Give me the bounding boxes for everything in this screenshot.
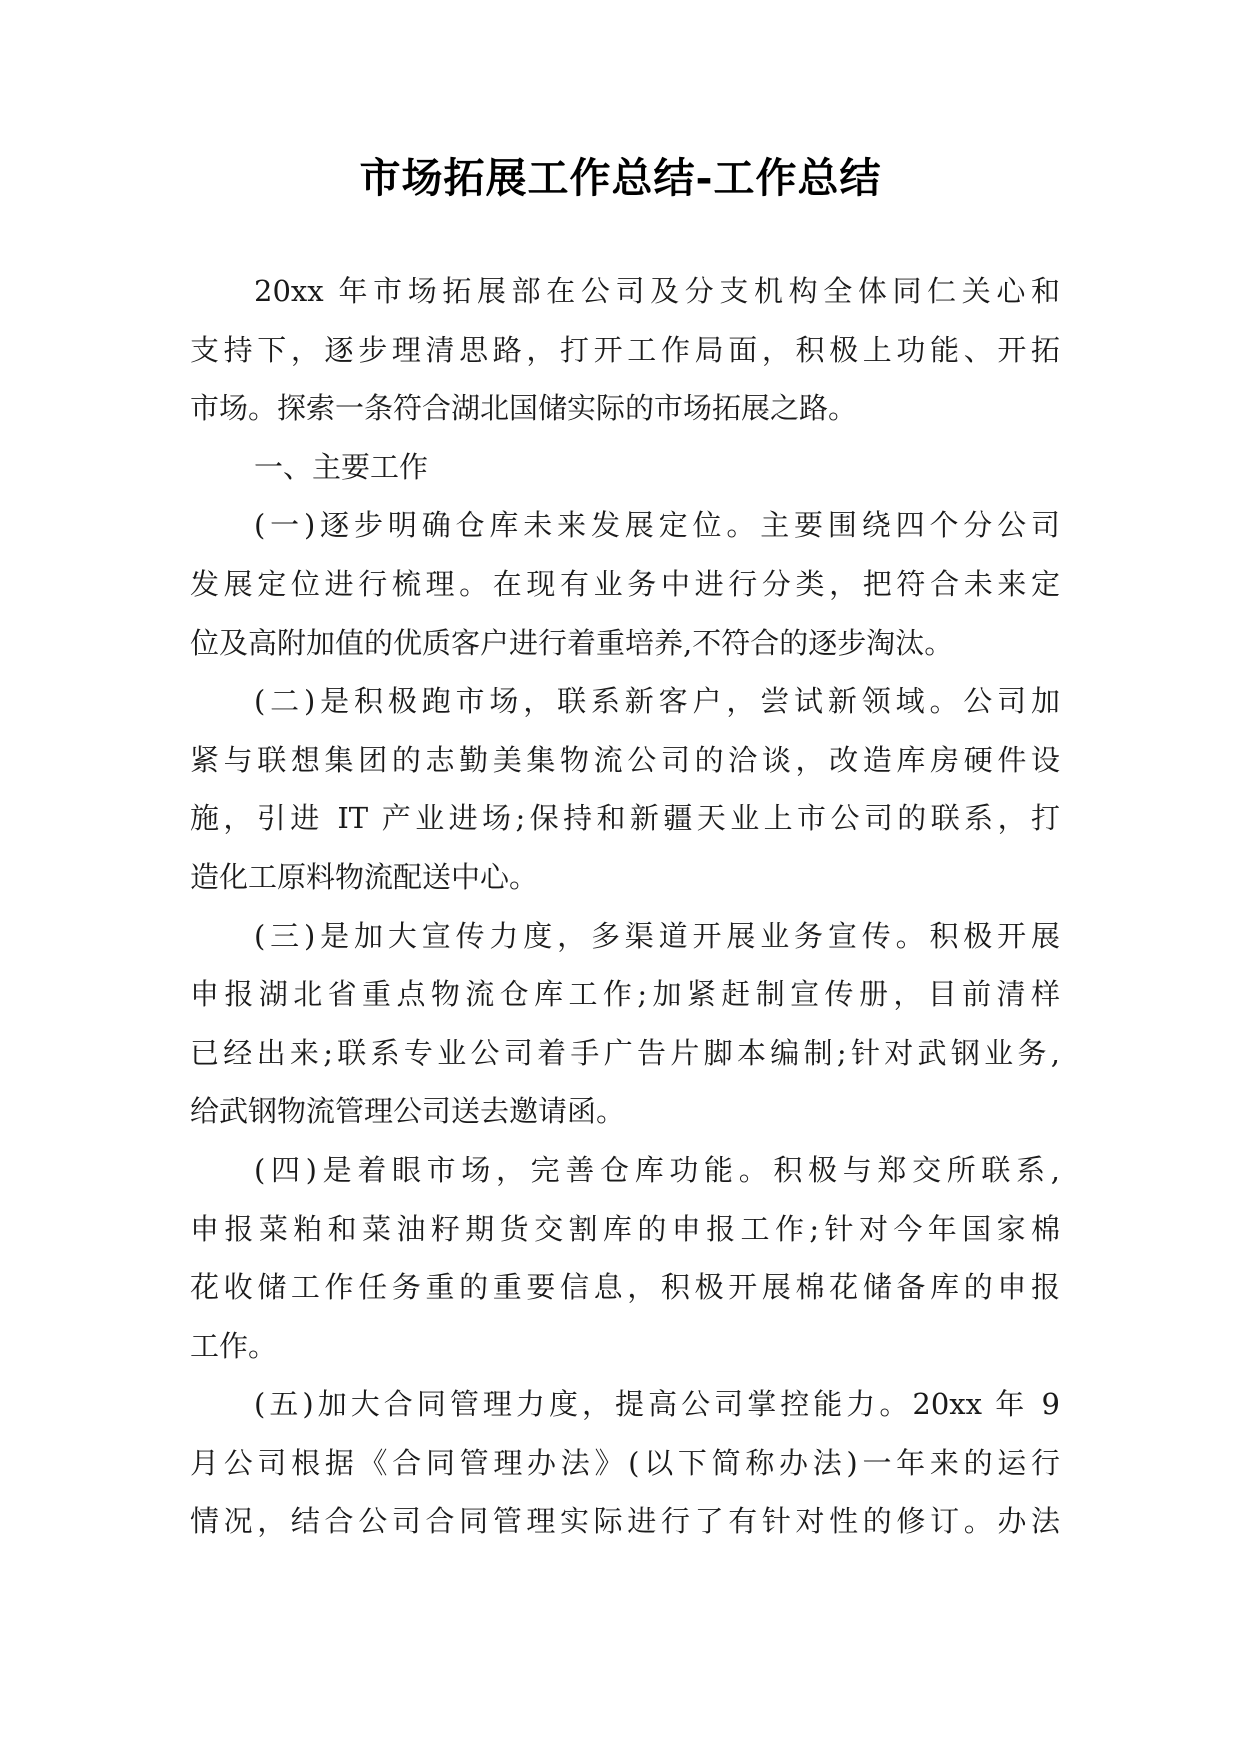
paragraph-first-line: 一、主要工作 xyxy=(254,449,429,484)
paragraph-first-line: 20xx 年市场拓展部在公司及分支机构全体同仁关心和 xyxy=(254,274,1060,308)
paragraph-line: 月公司根据《合同管理办法》(以下简称办法)一年来的运行 xyxy=(190,1445,1060,1480)
paragraph-line: 花收储工作任务重的重要信息，积极开展棉花储备库的申报 xyxy=(190,1270,1060,1305)
paragraph-line: 市场。探索一条符合湖北国储实际的市场拓展之路。 xyxy=(190,391,858,426)
paragraph-first-line: (五)加大合同管理力度，提高公司掌控能力。20xx 年 9 xyxy=(254,1387,1060,1422)
document-title: 市场拓展工作总结-工作总结 xyxy=(359,154,882,202)
paragraph-line: 发展定位进行梳理。在现有业务中进行分类，把符合未来定 xyxy=(190,566,1060,601)
paragraph-first-line: (四)是着眼市场，完善仓库功能。积极与郑交所联系, xyxy=(254,1152,1060,1187)
paragraph-line: 工作。 xyxy=(190,1328,278,1363)
paragraph-first-line: (二)是积极跑市场，联系新客户，尝试新领域。公司加 xyxy=(254,684,1060,719)
paragraph-line: 支持下，逐步理清思路，打开工作局面，积极上功能、开拓 xyxy=(190,332,1060,367)
paragraph-line: 情况，结合公司合同管理实际进行了有针对性的修订。办法 xyxy=(190,1504,1060,1539)
paragraph-first-line: (一)逐步明确仓库未来发展定位。主要围绕四个分公司 xyxy=(254,508,1060,543)
document-body xyxy=(190,262,1060,1551)
paragraph-line: 申报湖北省重点物流仓库工作;加紧赶制宣传册，目前清样 xyxy=(190,977,1060,1012)
paragraph-line: 施，引进 IT 产业进场;保持和新疆天业上市公司的联系，打 xyxy=(190,801,1060,836)
paragraph-first-line: (三)是加大宣传力度，多渠道开展业务宣传。积极开展 xyxy=(254,918,1060,953)
paragraph-line: 给武钢物流管理公司送去邀请函。 xyxy=(190,1094,626,1129)
paragraph-line: 紧与联想集团的志勤美集物流公司的洽谈，改造库房硬件设 xyxy=(190,742,1060,777)
paragraph-line: 已经出来;联系专业公司着手广告片脚本编制;针对武钢业务, xyxy=(190,1035,1060,1070)
paragraph-line: 申报菜粕和菜油籽期货交割库的申报工作;针对今年国家棉 xyxy=(190,1211,1060,1246)
paragraph-line: 位及高附加值的优质客户进行着重培养,不符合的逐步淘汰。 xyxy=(190,625,954,660)
paragraph-line: 造化工原料物流配送中心。 xyxy=(190,859,539,894)
